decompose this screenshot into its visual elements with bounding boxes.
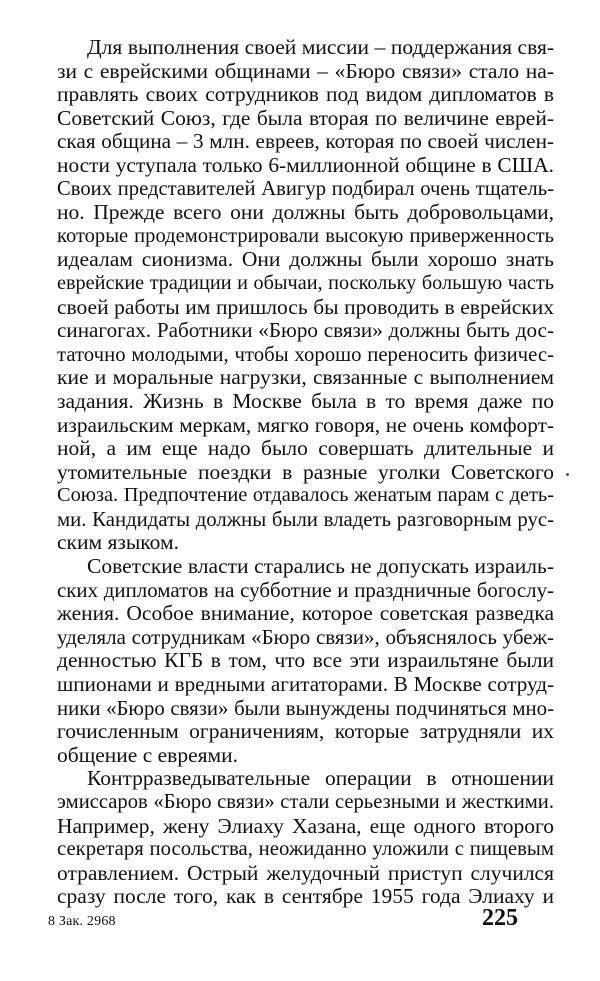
text-line: Для выполнения своей миссии – поддержания свя- — [87, 35, 554, 59]
text-line: утомительные поездки в разные уголки Советского — [57, 459, 554, 484]
text-line: секретаря посольства, неожиданно уложили с пищевым — [57, 838, 554, 861]
paragraph-1 — [57, 36, 554, 555]
text-line: гочисленным ограничениям, которые затрудняли их — [57, 719, 554, 744]
text-line: эмиссаров «Бюро связи» стали серьезными и жесткими. — [57, 791, 554, 813]
text-line: общение с евреями. — [57, 742, 238, 767]
paragraph-2 — [57, 555, 554, 767]
text-line: шпионами и вредными агитаторами. В Москве сотруд- — [57, 672, 554, 697]
printer-signature: 8 Зак. 2968 — [48, 914, 116, 929]
text-line: своей работы им пришлось бы проводить в еврейских — [57, 294, 554, 319]
text-line: кие и моральные нагрузки, связанные с выполнением — [57, 365, 554, 390]
text-line: Союза. Предпочтение отдавалось женатым парам с деть- — [57, 484, 554, 507]
text-line: Контрразведывательные операции в отношении — [87, 766, 554, 791]
scan-speck — [566, 473, 569, 476]
text-line: зи с еврейскими общинами – «Бюро связи» стало на- — [57, 58, 554, 83]
paragraph-3 — [57, 767, 554, 909]
text-line: сразу после того, как в сентябре 1955 года Элиаху и — [57, 884, 554, 909]
body-text — [57, 36, 554, 909]
text-line: ной, а им еще надо было совершать длительные и — [57, 436, 554, 461]
text-line: Советский Союз, где была вторая по величине еврей- — [57, 105, 554, 130]
text-line: отравлением. Острый желудочный приступ случился — [57, 860, 554, 885]
text-line: денностью КГБ в том, что все эти израильтяне были — [57, 648, 554, 673]
text-line: которые продемонстрировали высокую приверженность — [57, 224, 554, 247]
text-line: правлять своих сотрудников под видом дипломатов в — [57, 82, 554, 107]
text-line: но. Прежде всего они должны быть добровольцами, — [57, 200, 554, 225]
text-line: жения. Особое внимание, которое советская разведка — [57, 601, 554, 626]
text-line: синагогах. Работники «Бюро связи» должны быть дос- — [57, 318, 554, 343]
text-line: таточно молодыми, чтобы хорошо переносить физичес- — [57, 342, 554, 366]
text-line: ники «Бюро связи» были вынуждены подчиняться мно- — [57, 696, 554, 720]
text-line: ских дипломатов на субботние и праздничные богослу- — [57, 577, 554, 602]
text-line: ским языком. — [57, 530, 179, 555]
text-line: Советские власти старались не допускать израиль- — [87, 554, 554, 579]
text-line: израильским меркам, мягко говоря, не очень комфорт- — [57, 412, 554, 437]
text-line: Например, жену Элиаху Хазана, еще одного второго — [57, 813, 554, 838]
text-line: уделяла сотрудникам «Бюро связи», объяснялось убеж- — [57, 624, 554, 649]
text-line: еврейские традиции и обычаи, поскольку большую часть — [57, 271, 554, 294]
text-line: Своих представителей Авигур подбирал очень тщатель- — [57, 177, 554, 200]
text-line: задания. Жизнь в Москве была в то время даже по — [57, 388, 554, 413]
text-line: ности уступала только 6-миллионной общине в США. — [57, 152, 554, 177]
text-line: ская община – 3 млн. евреев, которая по своей числен- — [57, 129, 554, 154]
page-number: 225 — [482, 905, 518, 931]
text-line: ми. Кандидаты должны были владеть разговорным рус- — [57, 507, 554, 531]
text-line: идеалам сионизма. Они должны были хорошо знать — [57, 247, 554, 272]
